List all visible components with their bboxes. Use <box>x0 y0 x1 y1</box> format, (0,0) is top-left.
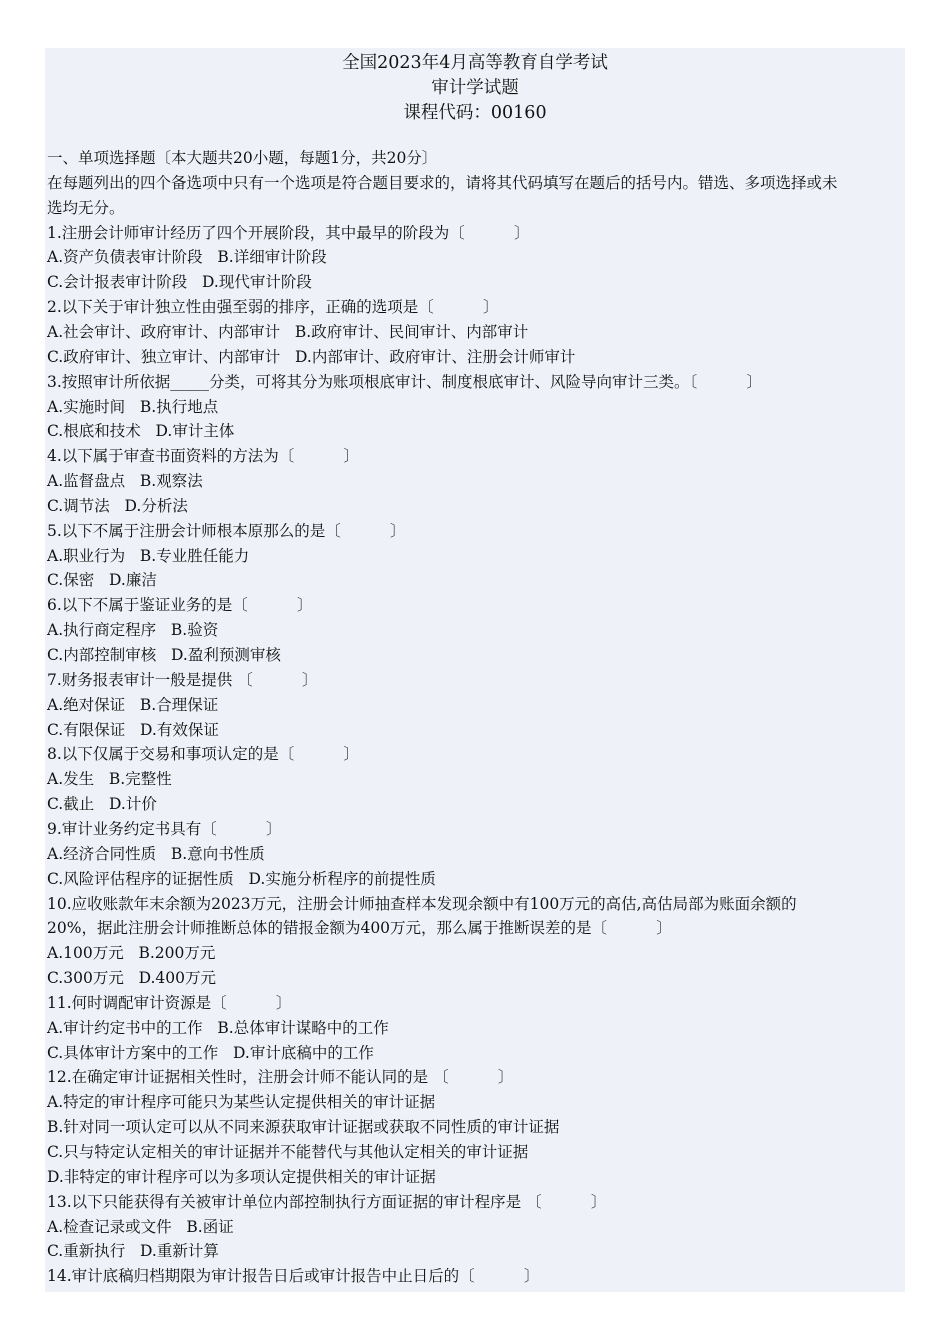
text-line: A.经济合同性质 B.意向书性质 <box>47 844 265 863</box>
text-line: 7.财务报表审计一般是提供 〔 〕 <box>47 670 318 689</box>
text-line: 20%，据此注册会计师推断总体的错报金额为400万元，那么属于推断误差的是〔 〕 <box>47 919 672 938</box>
text-line: C.会计报表审计阶段 D.现代审计阶段 <box>47 273 312 292</box>
text-line: 1.注册会计师审计经历了四个开展阶段，其中最早的阶段为〔 〕 <box>47 223 530 242</box>
text-line: 11.何时调配审计资源是〔 〕 <box>47 993 292 1012</box>
text-line: C.风险评估程序的证据性质 D.实施分析程序的前提性质 <box>47 869 436 888</box>
text-line: 9.审计业务约定书具有〔 〕 <box>47 819 282 838</box>
exam-subject: 审计学试题 <box>431 78 519 98</box>
text-line: 4.以下属于审查书面资料的方法为〔 〕 <box>47 447 360 466</box>
text-line: B.针对同一项认定可以从不同来源获取审计证据或获取不同性质的审计证据 <box>47 1118 560 1137</box>
text-line: 12.在确定审计证据相关性时，注册会计师不能认同的是 〔 〕 <box>47 1068 514 1087</box>
text-line: 6.以下不属于鉴证业务的是〔 〕 <box>47 596 313 615</box>
text-line: 5.以下不属于注册会计师根本原那么的是〔 〕 <box>47 521 406 540</box>
text-line: 10.应收账款年末余额为2023万元，注册会计师抽查样本发现余额中有100万元的高估,高估局部为账面余额的 <box>47 894 797 913</box>
text-line: 2.以下关于审计独立性由强至弱的排序，正确的选项是〔 〕 <box>47 298 499 317</box>
text-line: A.绝对保证 B.合理保证 <box>47 695 219 714</box>
text-line: 3.按照审计所依据_____分类，可将其分为账项根底审计、制度根底审计、风险导向审计三类。〔 〕 <box>47 372 763 391</box>
text-line: A.特定的审计程序可能只为某些认定提供相关的审计证据 <box>47 1093 436 1112</box>
text-line: C.只与特定认定相关的审计证据并不能替代与其他认定相关的审计证据 <box>47 1143 529 1161</box>
text-line: A.发生 B.完整性 <box>47 770 172 789</box>
text-line: A.实施时间 B.执行地点 <box>47 397 219 416</box>
text-line: C.内部控制审核 D.盈利预测审核 <box>47 646 281 664</box>
exam-page <box>45 48 905 1292</box>
exam-title: 全国2023年4月高等教育自学考试 <box>342 53 608 73</box>
text-line: 在每题列出的四个备选项中只有一个选项是符合题目要求的，请将其代码填写在题后的括号内。错选、多项选择或未 <box>47 173 838 192</box>
text-line: A.审计约定书中的工作 B.总体审计谋略中的工作 <box>47 1018 389 1037</box>
text-line: A.执行商定程序 B.验资 <box>47 621 219 640</box>
text-line: C.根底和技术 D.审计主体 <box>47 422 235 441</box>
text-line: A.100万元 B.200万元 <box>47 944 216 963</box>
text-line: A.检查记录或文件 B.函证 <box>47 1217 234 1236</box>
text-line: C.具体审计方案中的工作 D.审计底稿中的工作 <box>47 1043 374 1062</box>
section-heading: 一、单项选择题〔本大题共20小题，每题1分，共20分〕 <box>47 149 438 167</box>
text-line: C.保密 D.廉洁 <box>47 571 157 590</box>
text-line: C.政府审计、独立审计、内部审计 D.内部审计、政府审计、注册会计师审计 <box>47 347 576 366</box>
text-line: C.有限保证 D.有效保证 <box>47 720 219 739</box>
text-line: A.职业行为 B.专业胜任能力 <box>47 546 250 565</box>
text-line: 13.以下只能获得有关被审计单位内部控制执行方面证据的审计程序是 〔 〕 <box>47 1192 607 1211</box>
text-line: A.社会审计、政府审计、内部审计 B.政府审计、民间审计、内部审计 <box>47 322 529 341</box>
text-line: A.监督盘点 B.观察法 <box>47 472 203 491</box>
text-line: D.非特定的审计程序可以为多项认定提供相关的审计证据 <box>47 1167 436 1186</box>
text-line: C.重新执行 D.重新计算 <box>47 1242 219 1261</box>
text-line: 14.审计底稿归档期限为审计报告日后或审计报告中止日后的〔 〕 <box>47 1267 540 1286</box>
text-line: C.300万元 D.400万元 <box>47 969 216 988</box>
text-line: 选均无分。 <box>47 198 125 217</box>
text-line: C.截止 D.计价 <box>47 795 157 814</box>
text-line: 8.以下仅属于交易和事项认定的是〔 〕 <box>47 745 360 764</box>
course-code: 课程代码：00160 <box>403 103 547 123</box>
text-line: C.调节法 D.分析法 <box>47 496 188 515</box>
text-line: A.资产负债表审计阶段 B.详细审计阶段 <box>47 248 327 267</box>
